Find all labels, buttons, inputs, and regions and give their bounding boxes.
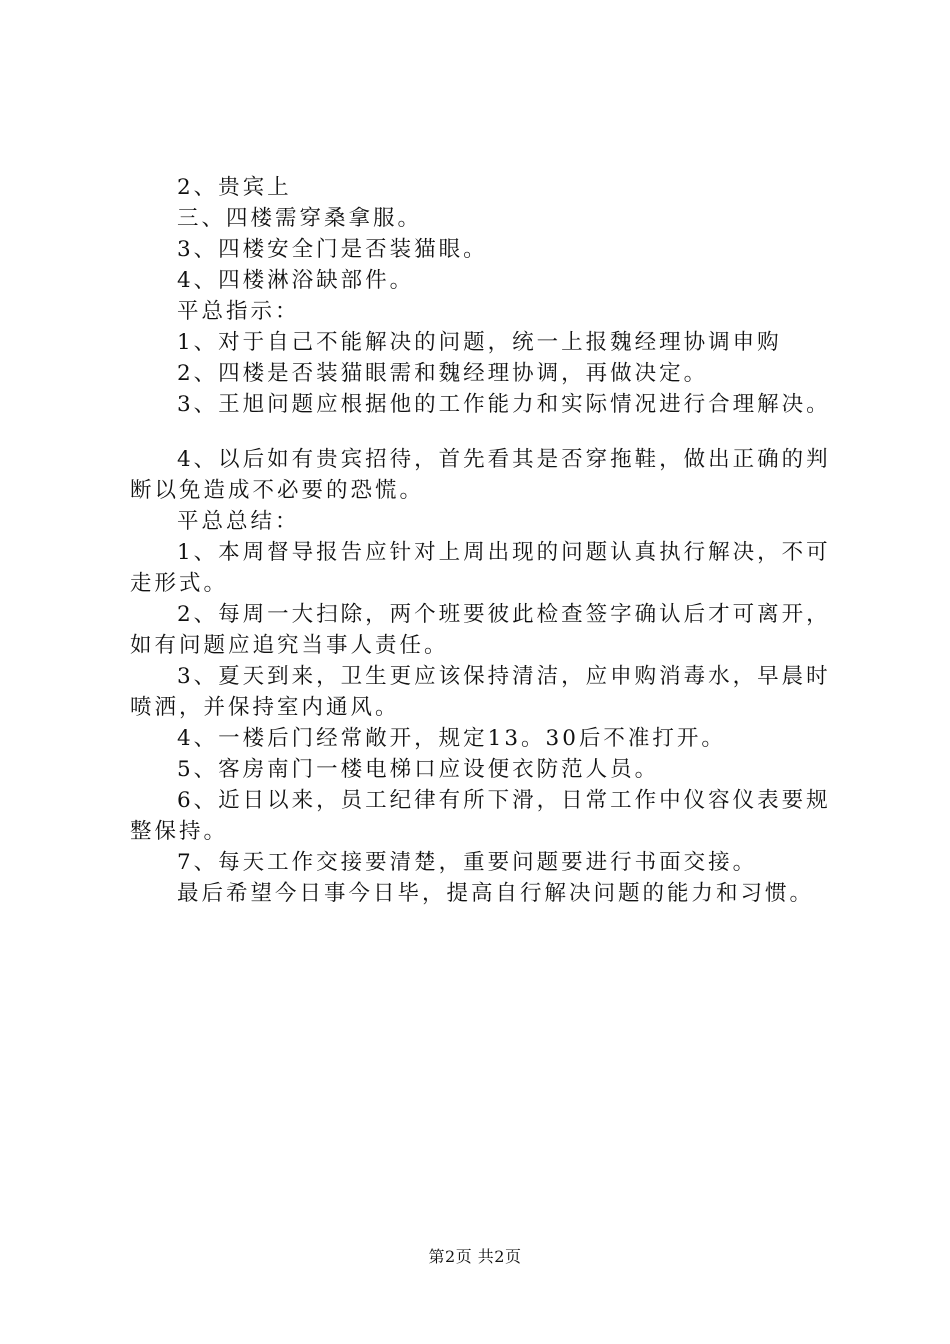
paragraph: 4、一楼后门经常敞开，规定13。30后不准打开。 xyxy=(177,726,726,751)
section-heading-summary: 平总总结： xyxy=(177,509,300,534)
text-line: 3、王旭问题应根据他的工作能力和实际情况进行合理解决。 xyxy=(177,392,831,417)
document-body xyxy=(130,172,840,909)
paragraph: 6、近日以来，员工纪律有所下滑，日常工作中仪容仪表要规整保持。 xyxy=(130,788,831,844)
paragraph: 4、以后如有贵宾招待，首先看其是否穿拖鞋，做出正确的判断以免造成不必要的恐慌。 xyxy=(130,447,831,503)
text-line: 1、对于自己不能解决的问题，统一上报魏经理协调申购 xyxy=(177,330,782,355)
paragraph: 3、夏天到来，卫生更应该保持清洁，应申购消毒水，早晨时喷洒，并保持室内通风。 xyxy=(130,664,831,720)
paragraph: 1、本周督导报告应针对上周出现的问题认真执行解决，不可走形式。 xyxy=(130,540,831,596)
text-line: 三、四楼需穿桑拿服。 xyxy=(177,206,423,231)
text-line: 4、四楼淋浴缺部件。 xyxy=(177,268,415,293)
closing-paragraph: 最后希望今日事今日毕，提高自行解决问题的能力和习惯。 xyxy=(177,881,815,906)
text-line: 2、贵宾上 xyxy=(177,175,292,200)
paragraph: 2、每周一大扫除，两个班要彼此检查签字确认后才可离开，如有问题应追究当事人责任。 xyxy=(130,602,831,658)
text-line: 2、四楼是否装猫眼需和魏经理协调，再做决定。 xyxy=(177,361,709,386)
page-number-footer: 第2页 共2页 xyxy=(428,1247,522,1266)
paragraph: 5、客房南门一楼电梯口应设便衣防范人员。 xyxy=(177,757,660,782)
paragraph: 7、每天工作交接要清楚，重要问题要进行书面交接。 xyxy=(177,850,758,875)
section-heading-instructions: 平总指示： xyxy=(177,299,300,324)
text-line: 3、四楼安全门是否装猫眼。 xyxy=(177,237,488,262)
